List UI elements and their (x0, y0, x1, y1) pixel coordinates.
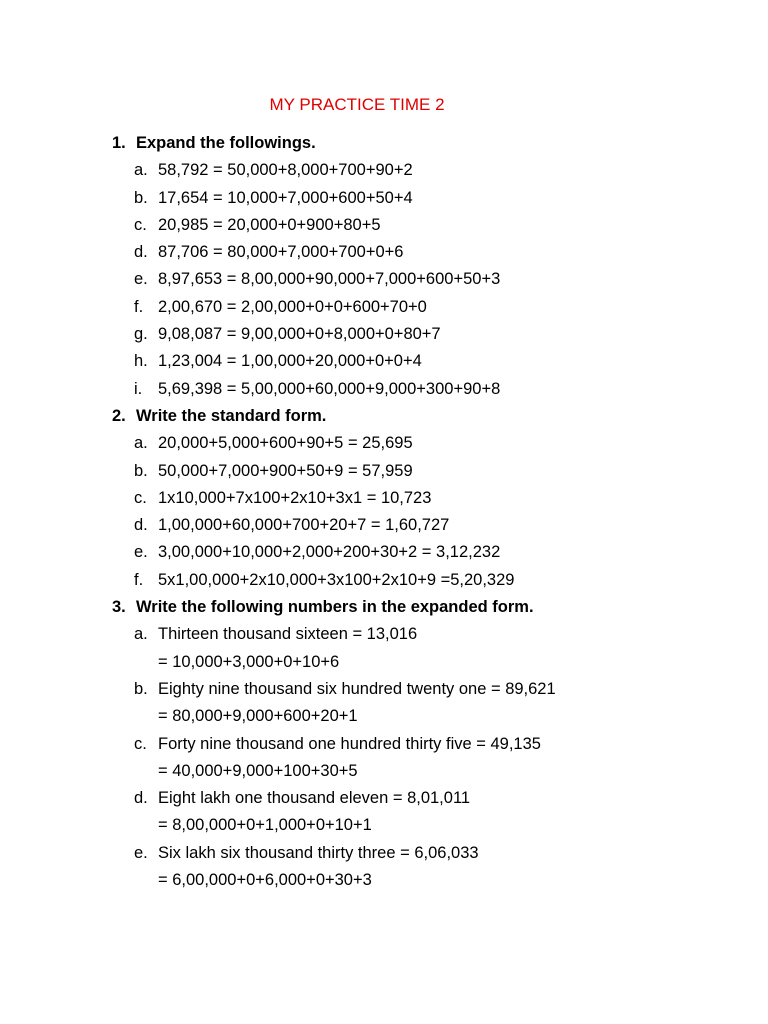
item-letter: a. (134, 161, 148, 180)
list-item (112, 731, 752, 758)
item-text: Forty nine thousand one hundred thirty five = 49,135 (158, 734, 541, 753)
section-number: 2. (112, 406, 126, 425)
item-letter: i. (134, 379, 143, 398)
section-heading (112, 130, 752, 157)
list-item (112, 239, 752, 266)
item-text: 1,00,000+60,000+700+20+7 = 1,60,727 (158, 516, 450, 535)
list-item (112, 376, 752, 403)
list-item (112, 430, 752, 457)
list-item (112, 621, 752, 648)
item-text: 3,00,000+10,000+2,000+200+30+2 = 3,12,232 (158, 543, 501, 562)
item-text: 20,985 = 20,000+0+900+80+5 (158, 215, 381, 234)
item-continuation: = 8,00,000+0+1,000+0+10+1 (158, 816, 372, 835)
list-item (112, 567, 752, 594)
item-text: 1x10,000+7x100+2x10+3x1 = 10,723 (158, 488, 432, 507)
list-item (112, 512, 752, 539)
item-text: Eighty nine thousand six hundred twenty one = 89,621 (158, 679, 556, 698)
item-letter: b. (134, 461, 148, 480)
section-heading-text: Expand the followings. (136, 134, 316, 152)
list-item (112, 185, 752, 212)
item-letter: c. (134, 215, 147, 234)
item-text: 17,654 = 10,000+7,000+600+50+4 (158, 188, 413, 207)
page-title: MY PRACTICE TIME 2 (269, 95, 445, 114)
item-letter: a. (134, 625, 148, 644)
item-continuation: = 40,000+9,000+100+30+5 (158, 761, 358, 780)
item-text: 1,23,004 = 1,00,000+20,000+0+0+4 (158, 352, 422, 371)
item-continuation: = 10,000+3,000+0+10+6 (158, 652, 340, 671)
list-item (112, 266, 752, 293)
list-item (112, 676, 752, 703)
section-heading (112, 594, 752, 621)
item-letter: e. (134, 270, 148, 289)
item-letter: a. (134, 434, 148, 453)
list-item (112, 458, 752, 485)
list-item (112, 321, 752, 348)
item-text: 9,08,087 = 9,00,000+0+8,000+0+80+7 (158, 325, 441, 344)
item-text: Six lakh six thousand thirty three = 6,06,033 (158, 843, 479, 862)
item-letter: h. (134, 352, 148, 371)
list-item (112, 157, 752, 184)
item-text: 5,69,398 = 5,00,000+60,000+9,000+300+90+8 (158, 379, 501, 398)
section-heading (112, 403, 752, 430)
item-continuation: = 6,00,000+0+6,000+0+30+3 (158, 871, 372, 890)
item-letter: d. (134, 516, 148, 535)
item-letter: b. (134, 188, 148, 207)
list-item (112, 212, 752, 239)
item-letter: g. (134, 325, 148, 344)
item-text: 2,00,670 = 2,00,000+0+0+600+70+0 (158, 297, 427, 316)
list-item (112, 485, 752, 512)
item-letter: e. (134, 543, 148, 562)
list-item (112, 785, 752, 812)
item-text: Eight lakh one thousand eleven = 8,01,011 (158, 789, 471, 808)
item-text: Thirteen thousand sixteen = 13,016 (158, 625, 418, 644)
section-number: 1. (112, 134, 126, 152)
list-item (112, 294, 752, 321)
item-text: 8,97,653 = 8,00,000+90,000+7,000+600+50+3 (158, 270, 501, 289)
item-letter: b. (134, 679, 148, 698)
item-text: 58,792 = 50,000+8,000+700+90+2 (158, 161, 413, 180)
section-number: 3. (112, 598, 126, 617)
item-text: 20,000+5,000+600+90+5 = 25,695 (158, 434, 413, 453)
item-letter: f. (134, 297, 144, 316)
list-item (112, 840, 752, 867)
list-item (112, 348, 752, 375)
section-heading-text: Write the following numbers in the expanded form. (136, 598, 534, 617)
list-item (112, 539, 752, 566)
item-continuation: = 80,000+9,000+600+20+1 (158, 707, 358, 726)
item-letter: e. (134, 843, 148, 862)
item-text: 5x1,00,000+2x10,000+3x100+2x10+9 =5,20,329 (158, 570, 515, 589)
item-letter: c. (134, 734, 147, 753)
item-letter: d. (134, 789, 148, 808)
item-text: 87,706 = 80,000+7,000+700+0+6 (158, 243, 404, 262)
item-text: 50,000+7,000+900+50+9 = 57,959 (158, 461, 413, 480)
item-letter: d. (134, 243, 148, 262)
item-letter: c. (134, 488, 147, 507)
section-heading-text: Write the standard form. (136, 406, 327, 425)
exercise-list (112, 130, 752, 894)
item-letter: f. (134, 570, 144, 589)
